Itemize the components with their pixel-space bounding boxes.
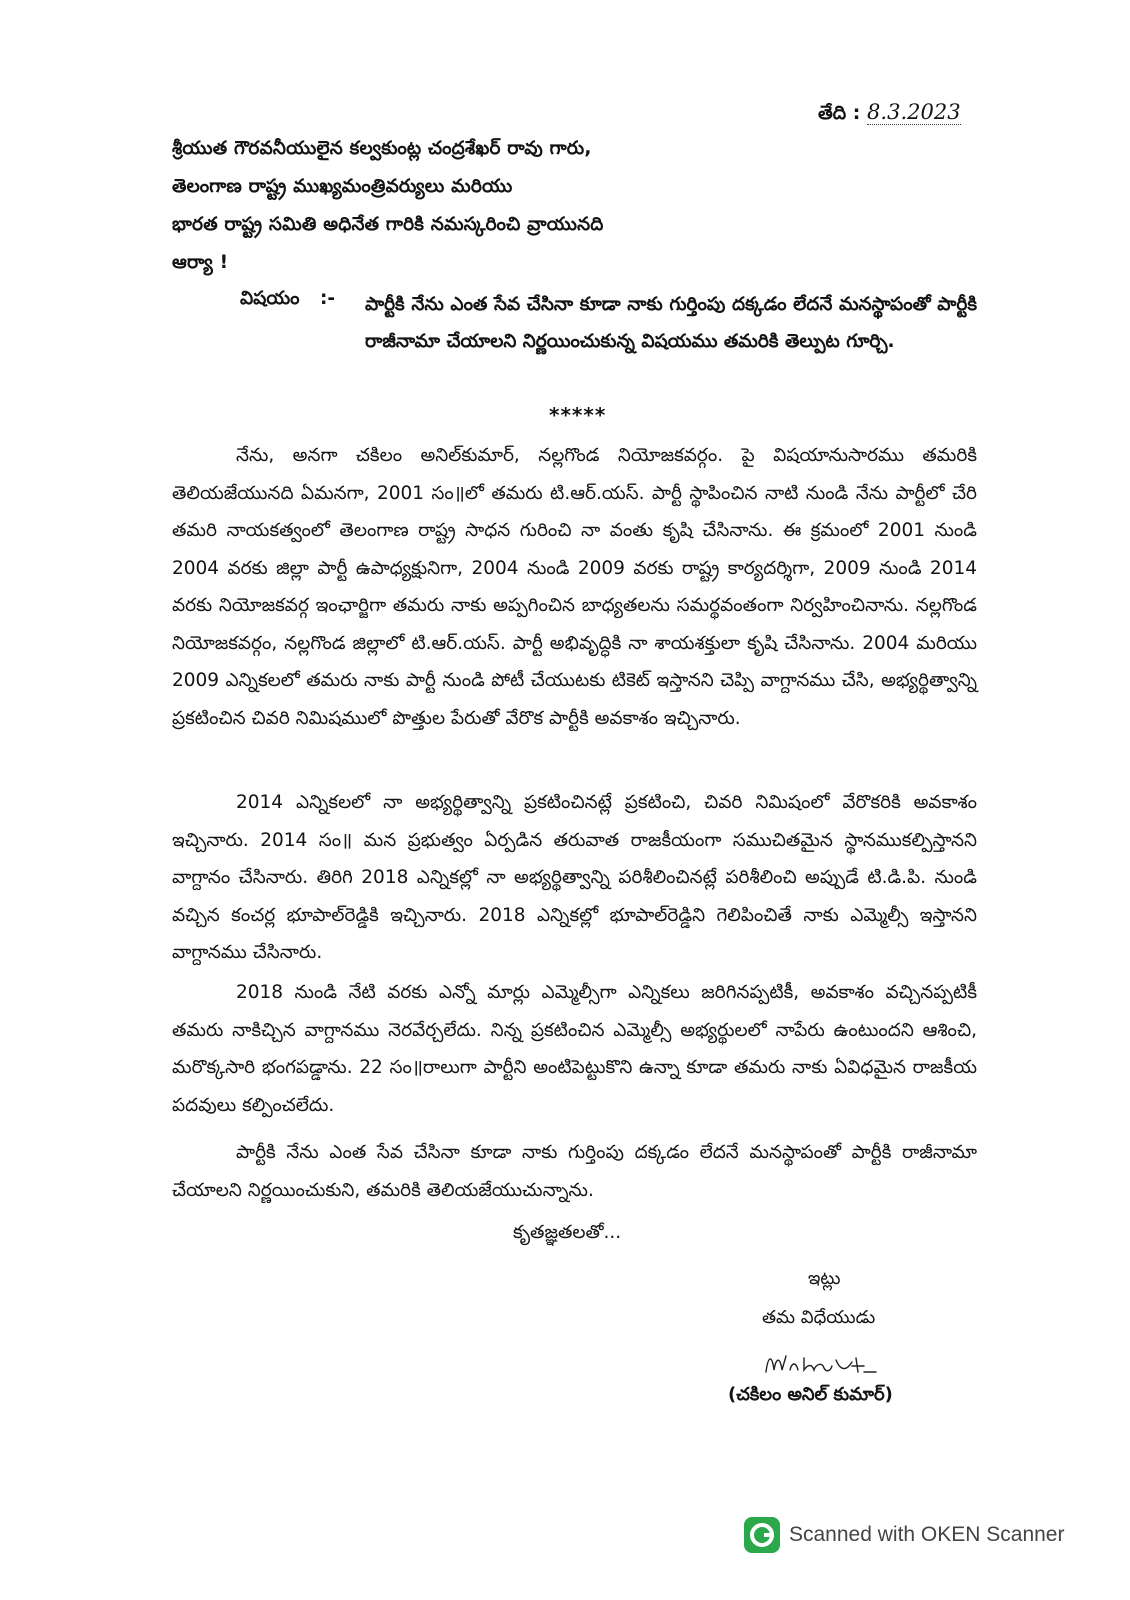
- salutation: ఆర్యా !: [172, 252, 229, 273]
- body-paragraph-4: పార్టీకి నేను ఎంత సేవ చేసినా కూడా నాకు గుర్తింపు దక్కడం లేదనే మనస్థాపంతో పార్టీకి రాజీనామా చేయాలని నిర్ణయించుకుని, తమరికి తెలియజేయుచున్నాను.: [172, 1142, 977, 1201]
- address-line-3: భారత రాష్ట్ర సమితి అధినేత గారికి నమస్కరించి వ్రాయునది: [172, 214, 604, 235]
- address-line-1: శ్రీయుత గౌరవనీయులైన కల్వకుంట్ల చంద్రశేఖర్ రావు గారు,: [172, 138, 592, 159]
- date-line: [818, 100, 961, 129]
- date-value: 8.3.2023: [867, 100, 961, 124]
- body-paragraph-2: 2014 ఎన్నికలలో నా అభ్యర్థిత్వాన్ని ప్రకటించినట్లే ప్రకటించి, చివరి నిమిషంలో వేరొకరికి అవకాశం ఇచ్చినారు. 2014 సం॥ మన ప్రభుత్వం ఏర్పడిన తరువాత రాజకీయంగా సముచితమైన స్థానముకల్పిస్తానని వాగ్దానం చేసినారు. తిరిగి 2018 ఎన్నికల్లో నా అభ్యర్థిత్వాన్ని పరిశీలించినట్లే పరిశీలించి అప్పుడే టి.డి.పి. నుండి వచ్చిన కంచర్ల భూపాల్‌రెడ్డికి ఇచ్చినారు. 2018 ఎన్నికల్లో భూపాల్‌రెడ్డిని గెలిపించితే నాకు ఎమ్మెల్సీ ఇస్తానని వాగ్దానము చేసినారు.: [172, 792, 977, 963]
- subject-label: విషయం: [240, 288, 300, 309]
- address-line-2: తెలంగాణ రాష్ట్ర ముఖ్యమంత్రివర్యులు మరియు: [172, 176, 513, 197]
- signoff-line-2: తమ విధేయుడు: [762, 1307, 876, 1328]
- scanner-watermark-text: Scanned with OKEN Scanner: [789, 1523, 1065, 1546]
- closing-line: కృతజ్ఞతలతో...: [513, 1222, 622, 1243]
- subject-text: పార్టీకి నేను ఎంత సేవ చేసినా కూడా నాకు గుర్తింపు దక్కడం లేదనే మనస్థాపంతో పార్టీకి రాజీనామా చేయాలని నిర్ణయించుకున్న విషయము తమరికి తెల్పుట గూర్చి.: [365, 294, 977, 352]
- oken-logo-icon: [743, 1516, 781, 1554]
- subject-colon: :-: [320, 288, 336, 309]
- scanner-watermark: [743, 1516, 1064, 1554]
- body-paragraph-3: 2018 నుండి నేటి వరకు ఎన్నో మార్లు ఎమ్మెల్సీగా ఎన్నికలు జరిగినప్పటికీ, అవకాశం వచ్చినప్పటికీ తమరు నాకిచ్చిన వాగ్దానము నెరవేర్చలేదు. నిన్న ప్రకటించిన ఎమ్మెల్సీ అభ్యర్థులలో నాపేరు ఉంటుందని ఆశించి, మరొక్కసారి భంగపడ్డాను. 22 సం॥రాలుగా పార్టీని అంటిపెట్టుకొని ఉన్నా కూడా తమరు నాకు ఏవిధమైన రాజకీయ పదవులు కల్పించలేదు.: [172, 982, 977, 1116]
- signatory-name: (చకిలం అనిల్ కుమార్): [728, 1384, 893, 1405]
- handwritten-signature: [760, 1346, 880, 1382]
- date-label: తేది :: [818, 102, 861, 124]
- signoff-line-1: ఇట్లు: [808, 1268, 841, 1289]
- separator-stars: *****: [549, 403, 607, 427]
- body-paragraph-1: నేను, అనగా చకిలం అనిల్‌కుమార్, నల్లగొండ నియోజకవర్గం. పై విషయానుసారము తమరికి తెలియజేయునది ఏమనగా, 2001 సం॥లో తమరు టి.ఆర్.యస్. పార్టీ స్థాపించిన నాటి నుండి నేను పార్టీలో చేరి తమరి నాయకత్వంలో తెలంగాణ రాష్ట్ర సాధన గురించి నా వంతు కృషి చేసినాను. ఈ క్రమంలో 2001 నుండి 2004 వరకు జిల్లా పార్టీ ఉపాధ్యక్షునిగా, 2004 నుండి 2009 వరకు రాష్ట్ర కార్యదర్శిగా, 2009 నుండి 2014 వరకు నియోజకవర్గ ఇంఛార్జిగా తమరు నాకు అప్పగించిన బాధ్యతలను సమర్థవంతంగా నిర్వహించినాను. నల్లగొండ నియోజకవర్గం, నల్లగొండ జిల్లాలో టి.ఆర్.యస్. పార్టీ అభివృద్ధికి నా శాయశక్తులా కృషి చేసినాను. 2004 మరియు 2009 ఎన్నికలలో తమరు నాకు పార్టీ నుండి పోటీ చేయుటకు టికెట్ ఇస్తానని చెప్పి వాగ్దానము చేసి, అభ్యర్థిత్వాన్ని ప్రకటించిన చివరి నిమిషములో పొత్తుల పేరుతో వేరొక పార్టీకి అవకాశం ఇచ్చినారు.: [172, 445, 977, 729]
